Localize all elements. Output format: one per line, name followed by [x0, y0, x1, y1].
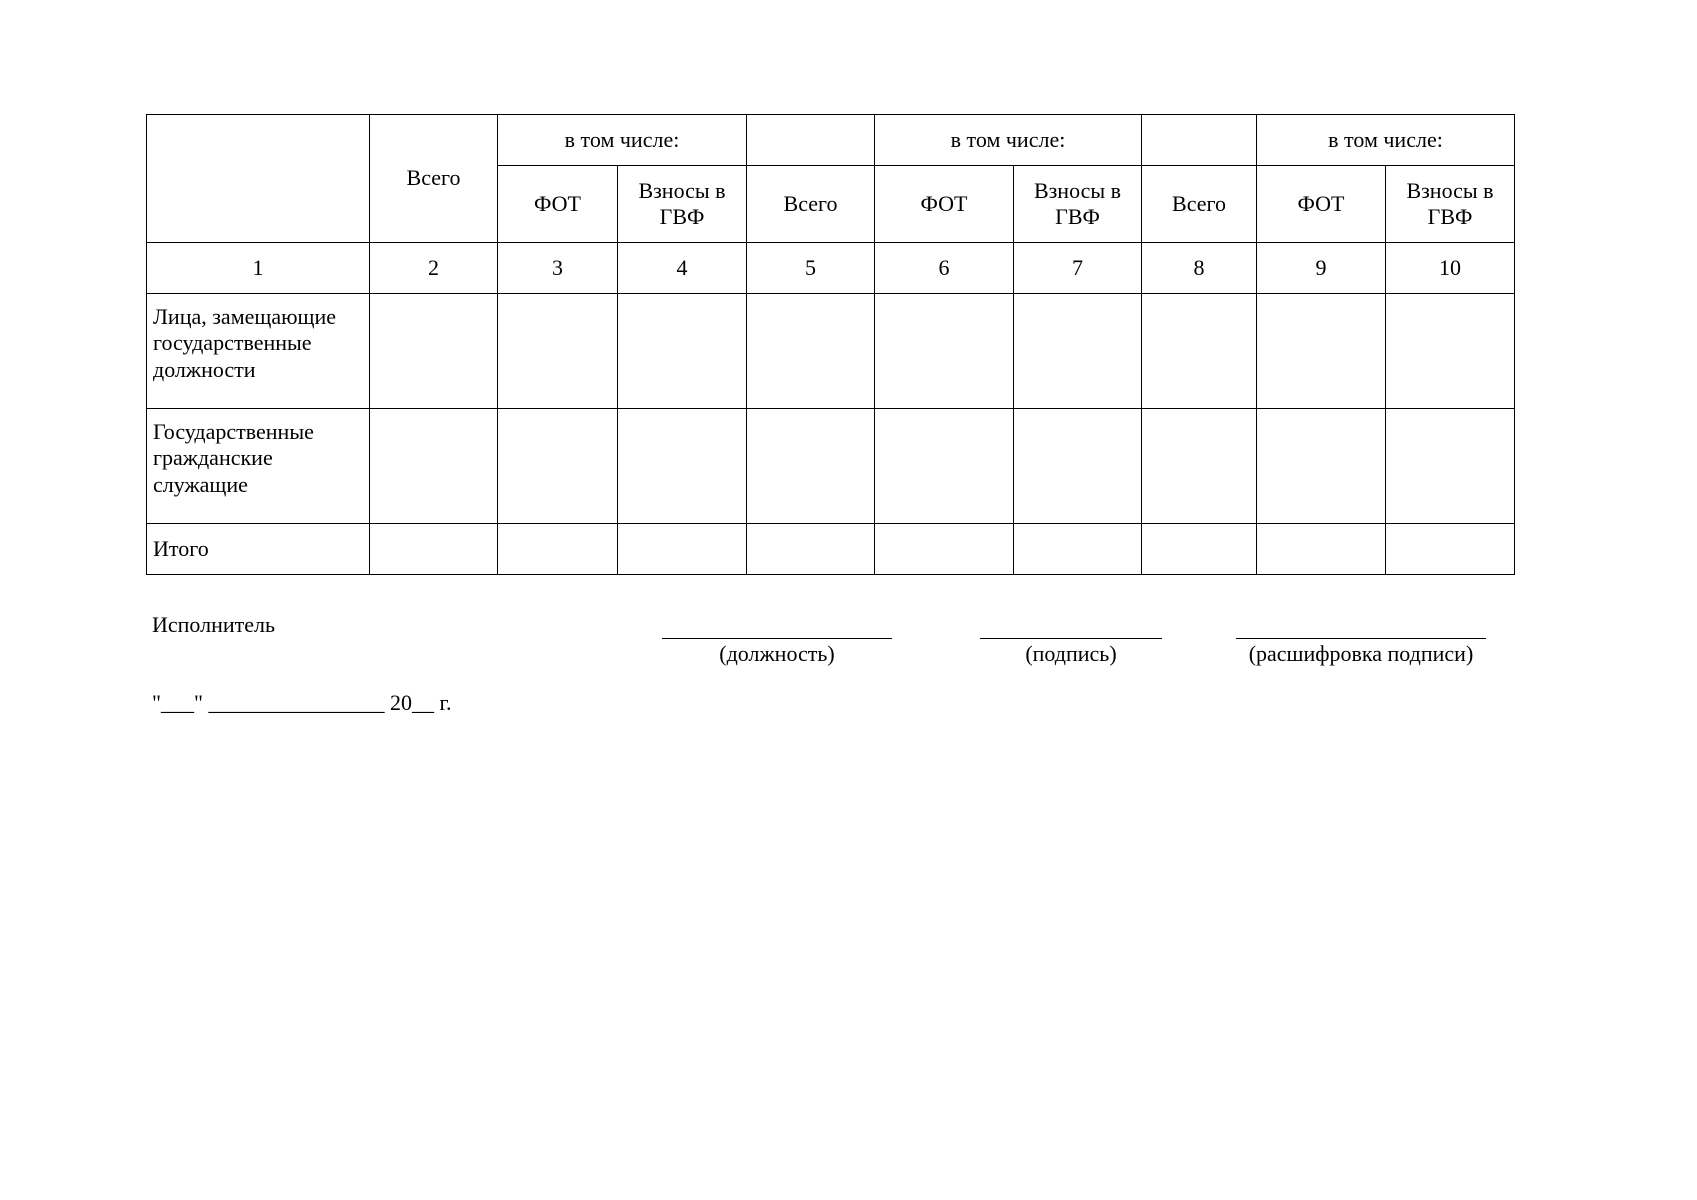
data-cell	[1014, 294, 1142, 409]
header-including-2: в том числе:	[875, 115, 1142, 166]
header-empty-cell	[147, 115, 370, 243]
header-contrib-1: Взносы в ГВФ	[618, 166, 747, 243]
position-caption: (должность)	[719, 641, 835, 666]
decoding-caption: (расшифровка подписи)	[1248, 641, 1474, 666]
header-total-1: Всего	[370, 115, 498, 243]
data-cell	[1142, 409, 1257, 524]
column-number: 1	[147, 243, 370, 294]
data-cell	[1142, 294, 1257, 409]
data-cell	[1386, 294, 1515, 409]
data-cell	[747, 409, 875, 524]
signature-block	[980, 608, 1162, 667]
data-cell	[498, 409, 618, 524]
header-total-3: Всего	[1142, 166, 1257, 243]
data-cell	[1386, 409, 1515, 524]
row-label-total: Итого	[147, 524, 370, 575]
header-fot-1: ФОТ	[498, 166, 618, 243]
data-cell	[1014, 524, 1142, 575]
table-row	[147, 409, 1515, 524]
header-including-1: в том числе:	[498, 115, 747, 166]
data-cell	[498, 524, 618, 575]
data-cell	[747, 524, 875, 575]
decoding-signature-block	[1236, 608, 1486, 667]
date-line: "___" ________________ 20__ г.	[152, 690, 452, 715]
data-cell	[370, 524, 498, 575]
header-fot-3: ФОТ	[1257, 166, 1386, 243]
header-total-2: Всего	[747, 166, 875, 243]
data-cell	[618, 294, 747, 409]
column-number: 7	[1014, 243, 1142, 294]
column-number: 3	[498, 243, 618, 294]
data-cell	[1257, 524, 1386, 575]
data-cell	[498, 294, 618, 409]
column-number: 4	[618, 243, 747, 294]
column-number: 6	[875, 243, 1014, 294]
signature-caption: (подпись)	[1025, 641, 1117, 666]
data-cell	[747, 294, 875, 409]
column-number: 5	[747, 243, 875, 294]
position-signature-block	[662, 608, 892, 667]
header-contrib-2: Взносы в ГВФ	[1014, 166, 1142, 243]
data-cell	[618, 409, 747, 524]
data-cell	[1142, 524, 1257, 575]
data-cell	[1257, 294, 1386, 409]
decoding-line	[1236, 608, 1486, 639]
row-label-civil-servants: Государственные гражданские служащие	[147, 409, 370, 524]
header-including-3: в том числе:	[1257, 115, 1515, 166]
table-row	[147, 294, 1515, 409]
header-blank-3	[1142, 115, 1257, 166]
column-number: 10	[1386, 243, 1515, 294]
data-cell	[875, 524, 1014, 575]
data-cell	[370, 409, 498, 524]
data-cell	[1257, 409, 1386, 524]
column-number-row	[147, 243, 1515, 294]
position-line	[662, 608, 892, 639]
data-cell	[1014, 409, 1142, 524]
column-number: 8	[1142, 243, 1257, 294]
data-cell	[618, 524, 747, 575]
data-cell	[1386, 524, 1515, 575]
data-cell	[875, 294, 1014, 409]
header-row-1	[147, 115, 1515, 166]
header-contrib-3: Взносы в ГВФ	[1386, 166, 1515, 243]
header-blank-2	[747, 115, 875, 166]
data-cell	[875, 409, 1014, 524]
report-table	[146, 114, 1515, 575]
header-fot-2: ФОТ	[875, 166, 1014, 243]
signature-line	[980, 608, 1162, 639]
data-cell	[370, 294, 498, 409]
executor-label: Исполнитель	[152, 612, 276, 637]
column-number: 9	[1257, 243, 1386, 294]
row-label-officials: Лица, замещающие государственные должности	[147, 294, 370, 409]
table-row-total	[147, 524, 1515, 575]
column-number: 2	[370, 243, 498, 294]
